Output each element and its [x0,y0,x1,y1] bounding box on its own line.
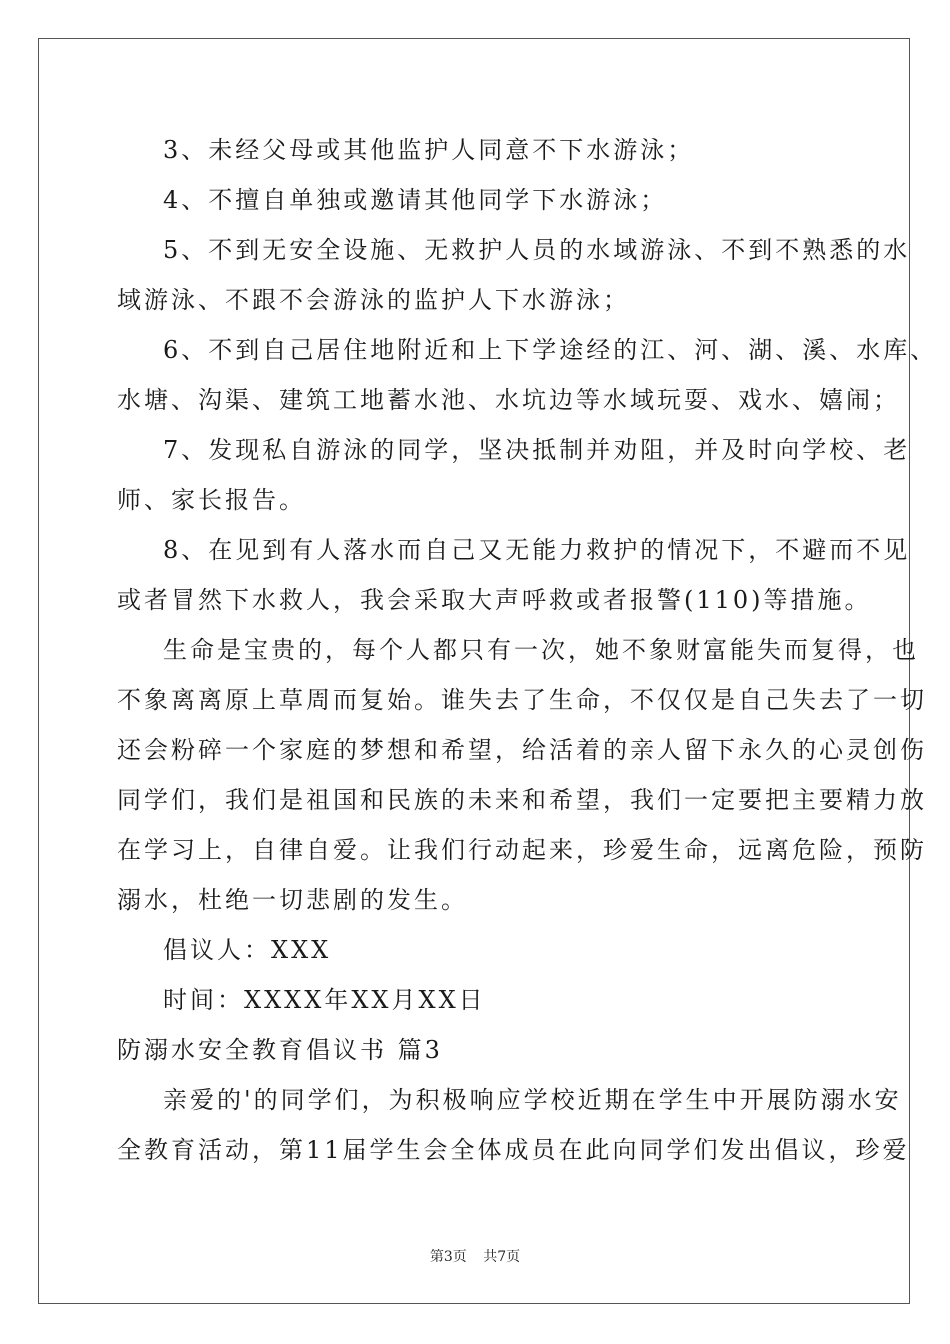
text-line: 或者冒然下水救人，我会采取大声呼救或者报警(110)等措施。 [117,586,872,614]
text-line: 还会粉碎一个家庭的梦想和希望，给活着的亲人留下永久的心灵创伤 [117,736,927,764]
section-heading: 防溺水安全教育倡议书 篇3 [117,1036,443,1064]
text-line: 溺水，杜绝一切悲剧的发生。 [117,886,468,914]
text-line: 同学们，我们是祖国和民族的未来和希望，我们一定要把主要精力放 [117,786,927,814]
text-line: 域游泳、不跟不会游泳的监护人下水游泳； [117,286,630,314]
text-line: 亲爱的'的同学们，为积极响应学校近期在学生中开展防溺水安 [163,1086,902,1114]
text-line: 师、家长报告。 [117,486,306,514]
text-line: 8、在见到有人落水而自己又无能力救护的情况下，不避而不见 [163,536,911,564]
page-number: 第3页 [429,1249,467,1265]
page-footer [0,1248,950,1266]
text-line: 不象离离原上草周而复始。谁失去了生命，不仅仅是自己失去了一切 [117,686,927,714]
page-total: 共7页 [483,1249,521,1265]
text-line: 全教育活动，第11届学生会全体成员在此向同学们发出倡议，珍爱 [117,1136,910,1164]
text-line: 3、未经父母或其他监护人同意不下水游泳； [163,136,695,164]
text-line: 在学习上，自律自爱。让我们行动起来，珍爱生命，远离危险，预防 [117,836,927,864]
text-line: 生命是宝贵的，每个人都只有一次，她不象财富能失而复得，也 [163,636,919,664]
text-line: 7、发现私自游泳的同学，坚决抵制并劝阻，并及时向学校、老 [163,436,911,464]
date-line: 时间：XXXX年XX月XX日 [163,986,486,1014]
text-line: 6、不到自己居住地附近和上下学途经的江、河、湖、溪、水库、 [163,336,938,364]
text-line: 水塘、沟渠、建筑工地蓄水池、水坑边等水域玩耍、戏水、嬉闹； [117,386,900,414]
text-line: 4、不擅自单独或邀请其他同学下水游泳； [163,186,668,214]
signer-line: 倡议人：XXX [163,936,332,964]
text-line: 5、不到无安全设施、无救护人员的水域游泳、不到不熟悉的水 [163,236,911,264]
